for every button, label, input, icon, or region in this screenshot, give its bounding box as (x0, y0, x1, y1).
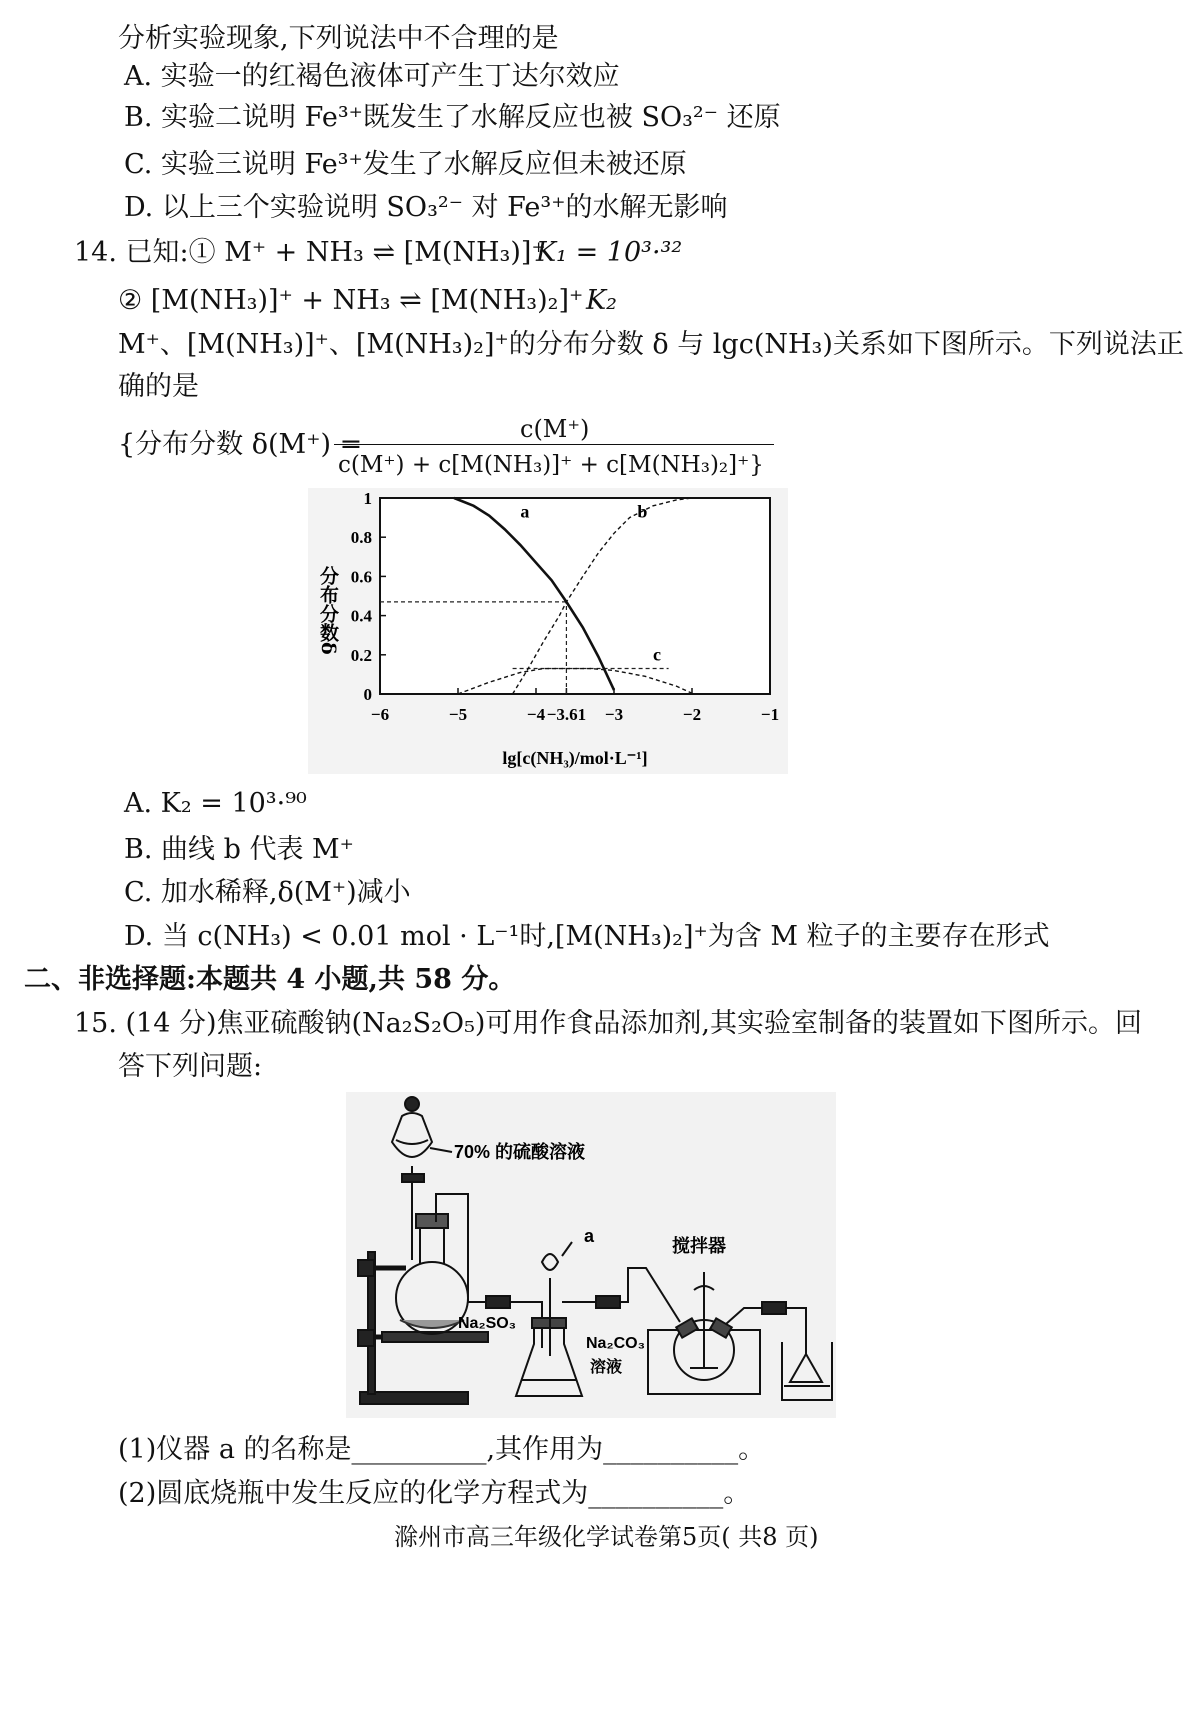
fraction-bar (334, 444, 774, 445)
q15-line2: 答下列问题: (118, 1051, 263, 1082)
funnel-stopcock (402, 1174, 424, 1182)
x-tick-label: −3 (604, 705, 624, 724)
x-tick-label: −1 (760, 705, 780, 724)
q13-option-b: B. 实验二说明 Fe³⁺既发生了水解反应也被 SO₃²⁻ 还原 (124, 102, 781, 133)
label-solution: 溶液 (590, 1359, 623, 1376)
series-a-label: a (520, 501, 530, 522)
x-tick-label: −3.61 (546, 705, 587, 724)
rubber-joint-1 (486, 1296, 510, 1308)
q15-sub1: (1)仪器 a 的名称是__________,其作用为__________。 (118, 1434, 766, 1465)
q14-option-d: D. 当 c(NH₃) < 0.01 mol · L⁻¹时,[M(NH₃)₂]⁺为含 M 粒子的主要存在形式 (124, 921, 1050, 952)
label-na2co3: Na₂CO₃ (586, 1335, 645, 1352)
stand-base (360, 1392, 468, 1404)
y-tick-label: 0.6 (350, 567, 372, 587)
q13-option-d: D. 以上三个实验说明 SO₃²⁻ 对 Fe³⁺的水解无影响 (124, 192, 728, 223)
apparatus-figure (346, 1092, 836, 1418)
clamp-knob-upper (358, 1260, 374, 1276)
formula-numerator: c(M⁺) (520, 415, 590, 443)
y-tick-label: 0.2 (350, 645, 372, 665)
y-tick-label: 0.8 (350, 528, 372, 548)
distribution-chart (308, 488, 788, 774)
q14-option-a: A. K₂ = 10³·⁹⁰ (124, 788, 307, 819)
y-axis-label: 分布分数δ (317, 566, 339, 655)
page-footer: 滁州市高三年级化学试卷第5页( 共8 页) (394, 1523, 819, 1551)
x-axis-label: lg[c(NH₃)/mol·L⁻¹] (502, 748, 648, 768)
formula-left: {分布分数 δ(M⁺) = (118, 429, 363, 460)
q13-stem: 分析实验现象,下列说法中不合理的是 (118, 23, 559, 54)
series-c-label: c (653, 644, 661, 665)
q14-line4: 确的是 (118, 371, 199, 402)
y-tick-label: 0.4 (350, 606, 372, 626)
x-tick-label: −5 (448, 705, 468, 724)
x-tick-label: −2 (682, 705, 702, 724)
series-b-label: b (637, 501, 648, 522)
label-a: a (584, 1226, 595, 1246)
q14-k1: K₁ = 10³·³² (536, 237, 683, 268)
label-na2so3: Na₂SO₃ (458, 1315, 517, 1332)
section-heading: 二、非选择题:本题共 4 小题,共 58 分。 (24, 964, 516, 995)
rubber-joint-3 (762, 1302, 786, 1314)
q14-line2: ② [M(NH₃)]⁺ + NH₃ ⇌ [M(NH₃)₂]⁺ (118, 285, 584, 316)
q14-line1: 14. 已知:① M⁺ + NH₃ ⇌ [M(NH₃)]⁺ (74, 237, 546, 268)
formula-denominator: c(M⁺) + c[M(NH₃)]⁺ + c[M(NH₃)₂]⁺} (338, 452, 764, 478)
q14-option-b: B. 曲线 b 代表 M⁺ (124, 834, 354, 865)
q13-option-a: A. 实验一的红褐色液体可产生丁达尔效应 (124, 61, 620, 92)
q15-sub2: (2)圆底烧瓶中发生反应的化学方程式为__________。 (118, 1478, 751, 1509)
rubber-joint-2 (596, 1296, 620, 1308)
label-acid: 70% 的硫酸溶液 (454, 1142, 586, 1162)
q13-option-c: C. 实验三说明 Fe³⁺发生了水解反应但未被还原 (124, 149, 687, 180)
flask-stopper (416, 1214, 448, 1228)
q15-line1: 15. (14 分)焦亚硫酸钠(Na₂S₂O₅)可用作食品添加剂,其实验室制备的装置如下图所示。回 (74, 1008, 1143, 1039)
q14-line3: M⁺、[M(NH₃)]⁺、[M(NH₃)₂]⁺的分布分数 δ 与 lgc(NH₃)关系如下图所示。下列说法正 (118, 329, 1184, 360)
clamp-knob-lower (358, 1330, 374, 1346)
funnel-stopper (405, 1097, 419, 1111)
x-tick-label: −4 (526, 705, 546, 724)
label-stirrer: 搅拌器 (672, 1236, 726, 1256)
y-tick-label: 1 (363, 489, 372, 508)
q14-k2: K₂ (586, 285, 617, 316)
x-tick-label: −6 (370, 705, 390, 724)
q14-option-c: C. 加水稀释,δ(M⁺)减小 (124, 877, 411, 908)
y-tick-label: 0 (363, 685, 372, 704)
plot-frame (380, 498, 770, 694)
